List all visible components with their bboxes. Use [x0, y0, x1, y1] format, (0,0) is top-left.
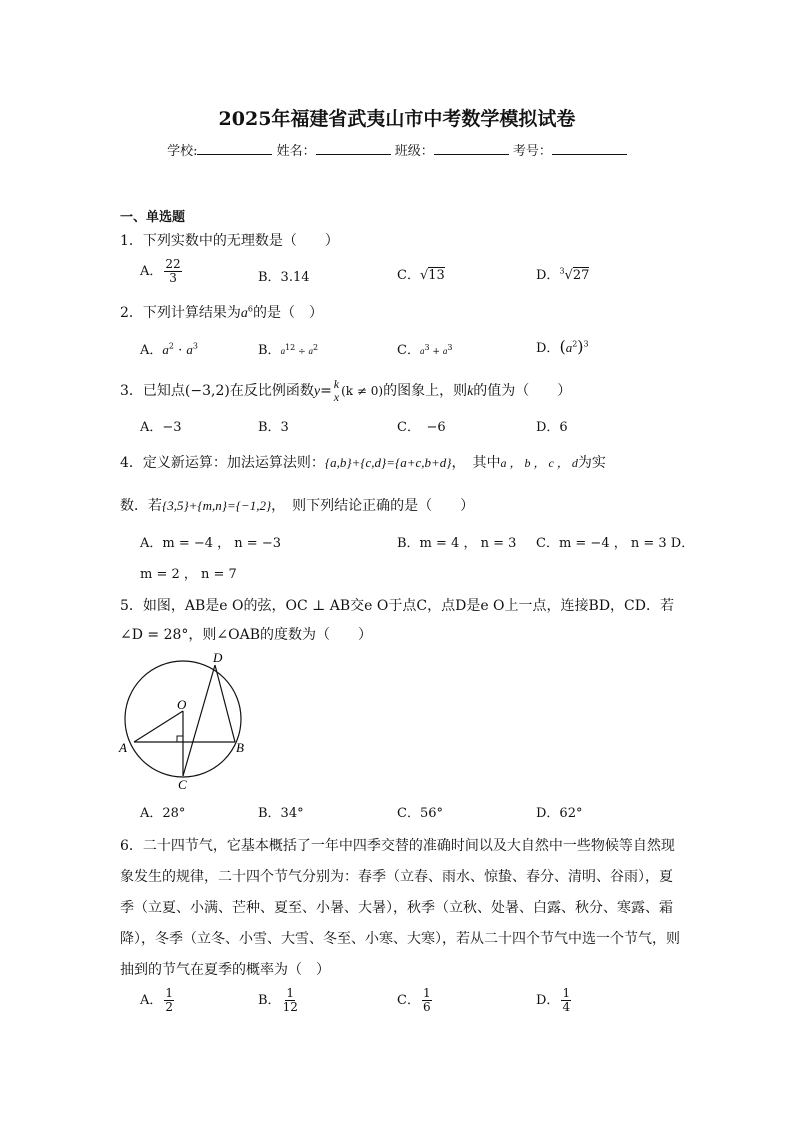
name-label: 姓名： — [276, 144, 316, 159]
q5-option-b[interactable]: B．34° — [258, 806, 304, 821]
q6-line4: 降），冬季（立冬、小雪、大雪、冬至、小寒、大寒），若从二十四个节气中选一个节气，则 — [120, 931, 680, 947]
option-label: C． — [397, 343, 420, 358]
q5-line2: ∠D = 28°，则∠OAB的度数为（ ） — [120, 627, 373, 643]
option-label: C． — [397, 993, 420, 1008]
option-label: D． — [536, 341, 560, 356]
stem-text: 在反比例函数 — [229, 383, 314, 399]
fraction — [422, 987, 432, 1014]
label-o: O — [177, 697, 187, 712]
stem-text: ， 则下列结论正确的是（ ） — [271, 498, 475, 514]
q2-option-a[interactable]: A．$a^2 \cdot a^3$ — [140, 341, 198, 358]
rule-formula: {a,b}+{c,d}={a+c,b+d} — [324, 455, 452, 470]
radicand: 13 — [428, 268, 445, 283]
label-a: A — [119, 740, 127, 755]
stem-text: 2．下列计算结果为 — [120, 305, 241, 321]
name-blank[interactable] — [316, 142, 391, 155]
q4-option-d[interactable]: m = 2 ， n = 7 — [140, 567, 237, 582]
q6-option-d[interactable] — [536, 987, 573, 1014]
fraction — [334, 378, 339, 404]
q6-line1: 6．二十四节气，它基本概括了一年中四季交替的准确时间以及大自然中一些物候等自然现 — [120, 838, 675, 854]
numerator: 1 — [286, 986, 295, 1000]
denominator: 12 — [282, 1000, 298, 1014]
var: a — [240, 306, 248, 321]
stem-text: ， 其中 — [451, 455, 501, 471]
denominator: 3 — [169, 271, 177, 285]
q3-option-a[interactable]: A．−3 — [140, 420, 182, 435]
q3-option-c[interactable]: C． −6 — [397, 420, 446, 435]
q5-option-c[interactable]: C．56° — [397, 806, 443, 821]
fraction — [164, 987, 174, 1014]
q5-line1: 5．如图，AB是e O的弦，OC ⊥ AB交e O于点C，点D是e O上一点，连接BD，CD．若 — [120, 598, 674, 614]
q6-option-b[interactable] — [258, 987, 300, 1014]
segment-oa — [134, 711, 183, 742]
class-blank[interactable] — [434, 142, 509, 155]
q3-option-d[interactable]: D．6 — [536, 420, 568, 435]
numerator: 1 — [422, 986, 431, 1000]
q6-option-c[interactable] — [397, 987, 434, 1014]
exponent: 6 — [247, 304, 254, 314]
stem-text: 数．若 — [120, 498, 162, 514]
equals: = — [320, 383, 332, 399]
numerator: 1 — [562, 986, 571, 1000]
fraction — [561, 987, 571, 1014]
q4-option-c[interactable]: C．m = −4 ， n = 3 D． — [536, 536, 695, 551]
q2-option-c[interactable]: C．$a^3 + a^3$ — [397, 343, 453, 358]
stem-text: 的值为（ ） — [473, 383, 572, 399]
q2-option-b[interactable]: B．$a^{12} \div a^2$ — [258, 343, 319, 358]
stem-text: 3．已知点 — [120, 383, 185, 399]
stem-text: 的图象上，则 — [383, 383, 468, 399]
segment-db — [215, 665, 235, 742]
q2-option-d[interactable]: D．$(a^2)^3$ — [536, 337, 589, 356]
option-label: B． — [258, 343, 281, 358]
class-label: 班级： — [394, 144, 434, 159]
q5-option-d[interactable]: D．62° — [536, 806, 583, 821]
school-blank[interactable] — [197, 142, 272, 155]
stem-text: 4．定义新运算：加法运算法则： — [120, 455, 325, 471]
q1-option-a[interactable] — [140, 258, 184, 285]
denominator: x — [333, 390, 340, 404]
option-label: A． — [140, 993, 163, 1008]
q5-option-a[interactable]: A．28° — [140, 806, 186, 821]
condition-formula: {3,5}+{m,n}={−1,2} — [162, 498, 272, 513]
label-c: C — [178, 777, 187, 792]
q4-option-a[interactable]: A．m = −4 ， n = −3 — [140, 536, 281, 551]
option-label: C． — [397, 268, 420, 283]
denominator: 6 — [422, 1000, 431, 1014]
denominator: 2 — [165, 1000, 174, 1014]
q6-option-a[interactable] — [140, 987, 176, 1014]
q2-stem — [120, 302, 323, 322]
q4-option-b[interactable]: B．m = 4 ， n = 3 — [397, 536, 517, 551]
circle-figure — [115, 648, 255, 793]
q3-stem — [120, 378, 571, 404]
option-label: A． — [140, 343, 163, 358]
q6-line2: 象发生的规律，二十四个节气分别为：春季（立春、雨水、惊蛰、春分、清明、谷雨），夏 — [120, 869, 673, 885]
radicand: 27 — [572, 268, 590, 283]
label-b: B — [236, 740, 244, 755]
q1-stem: 1．下列实数中的无理数是（ ） — [120, 233, 339, 249]
q3-option-b[interactable]: B．3 — [258, 420, 289, 435]
student-info-line — [0, 140, 794, 159]
var: y — [313, 384, 321, 399]
sqrt-sign: √ — [419, 268, 429, 283]
q1-option-c[interactable] — [397, 264, 445, 283]
school-label: 学校: — [167, 144, 198, 159]
numerator: k — [333, 377, 340, 391]
label-d: D — [213, 650, 223, 665]
q1-option-d[interactable] — [536, 264, 589, 283]
option-label: B． — [258, 993, 281, 1008]
q1-option-b[interactable]: B．3.14 — [258, 270, 310, 285]
option-label: A． — [140, 264, 163, 279]
fraction — [283, 987, 298, 1014]
option-label: D． — [536, 993, 560, 1008]
condition: (k ≠ 0) — [341, 384, 384, 398]
right-angle-mark — [177, 736, 183, 742]
q6-line5: 抽到的节气在夏季的概率为（ ） — [120, 962, 330, 978]
fraction — [164, 258, 181, 285]
option-label: D． — [536, 268, 560, 283]
q6-line3: 季（立夏、小满、芒种、夏至、小暑、大暑），秋季（立秋、处暑、白露、秋分、寒露、霜 — [120, 900, 673, 916]
section-heading: 一、单选题 — [120, 210, 186, 225]
stem-text: 为实 — [577, 455, 606, 471]
segment-dc — [183, 665, 215, 776]
numerator: 22 — [165, 257, 181, 271]
number-blank[interactable] — [552, 142, 627, 155]
q4-line1 — [120, 452, 606, 472]
root-index: 3 — [559, 266, 565, 276]
var: k — [467, 384, 474, 399]
numerator: 1 — [165, 986, 174, 1000]
number-label: 考号： — [512, 144, 552, 159]
point: (−3,2) — [184, 383, 230, 399]
q4-line2 — [120, 495, 474, 515]
exam-title: 2025年福建省武夷山市中考数学模拟试卷 — [218, 108, 576, 130]
sqrt-sign: √ — [564, 268, 573, 283]
stem-text: 的是（ ） — [253, 305, 324, 321]
var-list: a ， b ， c ， d — [500, 456, 578, 470]
denominator: 4 — [562, 1000, 571, 1014]
